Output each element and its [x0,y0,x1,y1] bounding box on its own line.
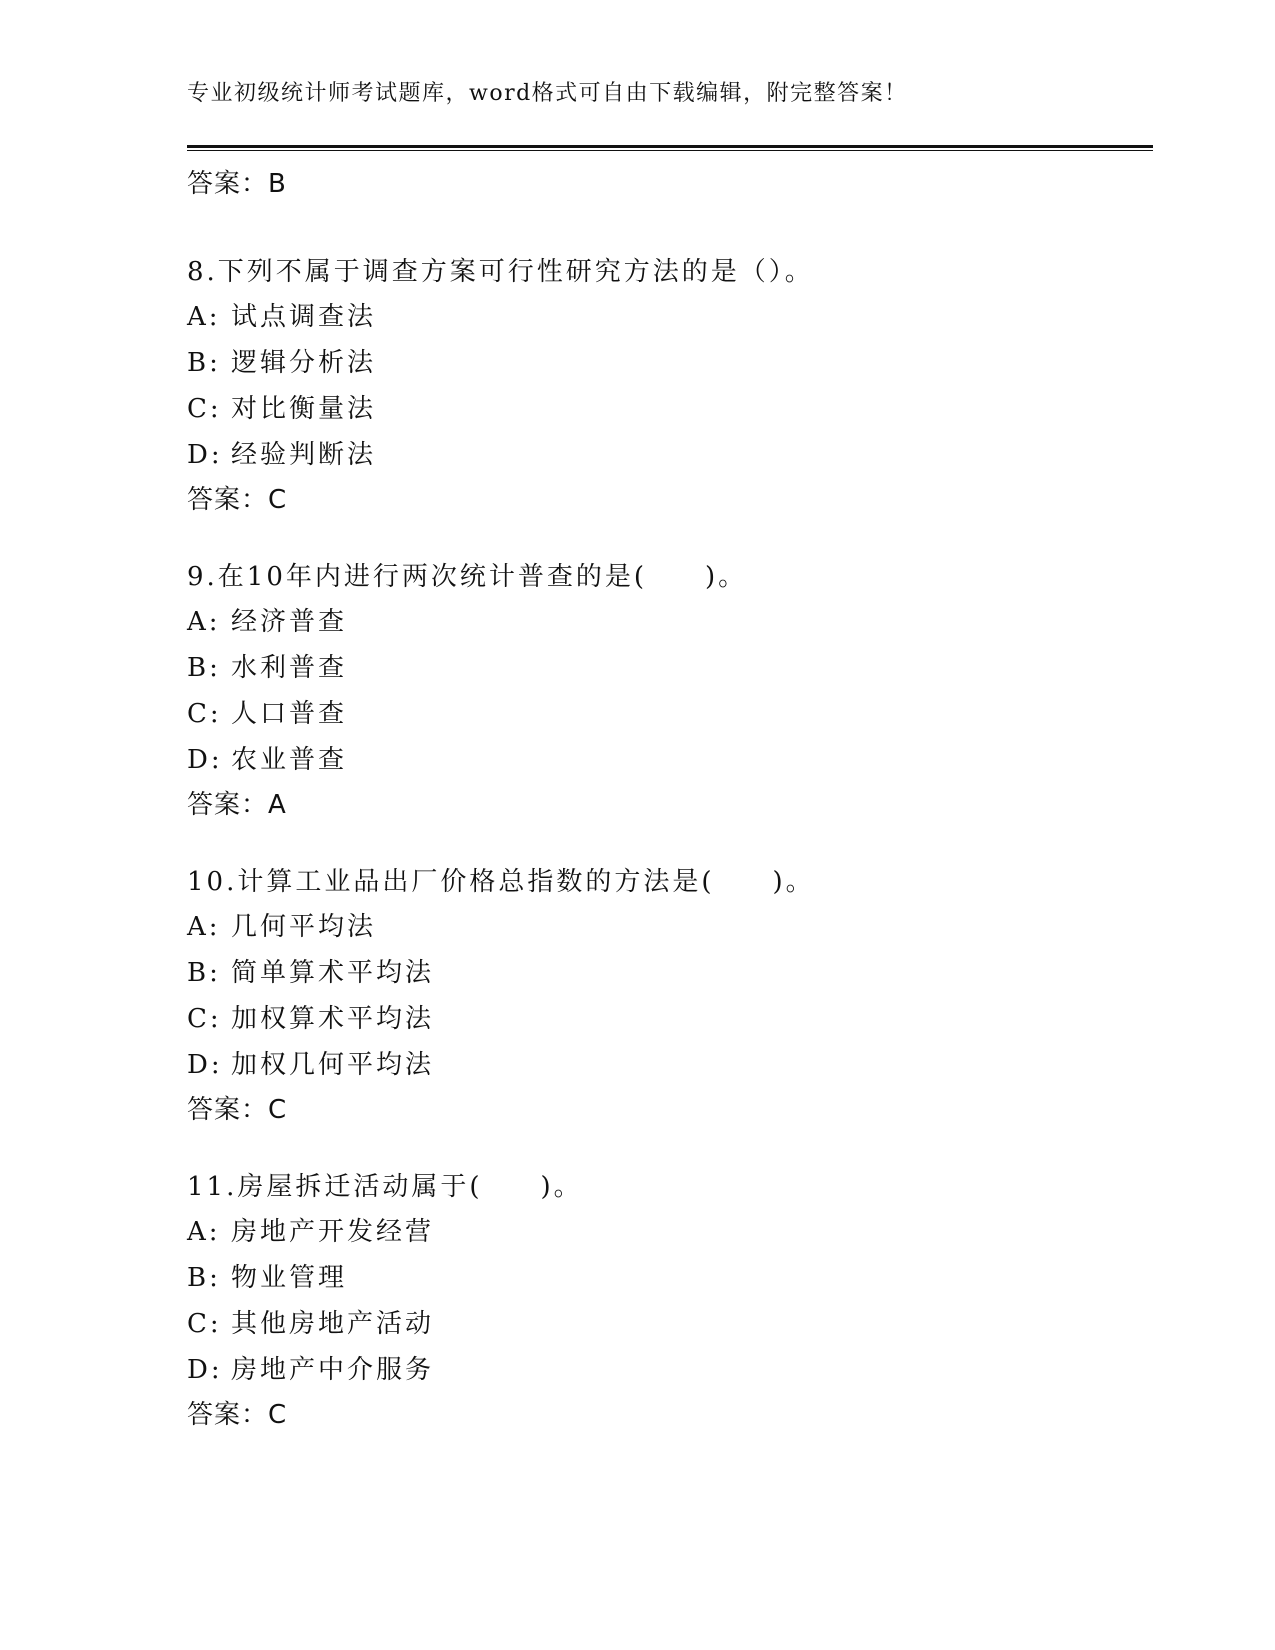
option-letter: A: [187,1217,221,1247]
option-c [187,996,815,1042]
option-c [187,1301,583,1347]
question-text: 11.房屋拆迁活动属于( )。 [187,1172,583,1202]
option-letter: A: [187,302,221,332]
answer-line: 答案：A [187,790,287,820]
header-rule-thick [187,145,1153,148]
question-text: 10.计算工业品出厂价格总指数的方法是( )。 [187,867,815,897]
option-text: 加权算术平均法 [231,1004,435,1034]
page-header: 专业初级统计师考试题库，word格式可自由下载编辑，附完整答案！ [187,81,908,106]
question-8 [187,250,814,522]
option-text: 逻辑分析法 [231,348,377,378]
option-a [187,904,815,950]
option-letter: B: [187,653,221,683]
option-text: 其他房地产活动 [231,1309,435,1339]
option-text: 农业普查 [231,745,348,775]
option-d [187,1347,583,1393]
option-letter: C: [187,394,222,424]
option-d [187,737,747,783]
option-b [187,645,747,691]
option-b [187,340,814,386]
option-d [187,432,814,478]
option-text: 几何平均法 [231,912,377,942]
option-text: 对比衡量法 [231,394,377,424]
option-letter: A: [187,607,221,637]
option-letter: C: [187,699,222,729]
option-letter: D: [187,440,223,470]
question-text: 8.下列不属于调查方案可行性研究方法的是（）。 [187,257,814,287]
answer-line: 答案：C [187,1400,288,1430]
option-letter: D: [187,1355,223,1385]
question-11 [187,1165,583,1437]
option-letter: B: [187,958,221,988]
option-c [187,386,814,432]
option-c [187,691,747,737]
answer-line: 答案：C [187,485,288,515]
option-letter: C: [187,1309,222,1339]
option-d [187,1042,815,1088]
option-letter: C: [187,1004,222,1034]
answer-line: 答案：B [187,169,287,199]
question-9 [187,555,747,827]
option-a [187,294,814,340]
option-text: 加权几何平均法 [231,1050,435,1080]
option-letter: B: [187,1263,221,1293]
option-text: 物业管理 [231,1263,348,1293]
header-rule-thin [187,150,1153,151]
option-text: 试点调查法 [231,302,377,332]
option-letter: A: [187,912,221,942]
question-10 [187,860,815,1132]
option-letter: D: [187,745,223,775]
option-a [187,599,747,645]
option-text: 人口普查 [231,699,348,729]
previous-answer [187,162,287,206]
option-text: 经济普查 [231,607,348,637]
option-text: 水利普查 [231,653,348,683]
answer-line: 答案：C [187,1095,288,1125]
option-letter: D: [187,1050,223,1080]
option-text: 房地产开发经营 [231,1217,435,1247]
option-b [187,1255,583,1301]
option-text: 简单算术平均法 [231,958,435,988]
option-b [187,950,815,996]
question-text: 9.在10年内进行两次统计普查的是( )。 [187,562,748,592]
option-a [187,1209,583,1255]
option-letter: B: [187,348,221,378]
option-text: 房地产中介服务 [231,1355,435,1385]
option-text: 经验判断法 [231,440,377,470]
